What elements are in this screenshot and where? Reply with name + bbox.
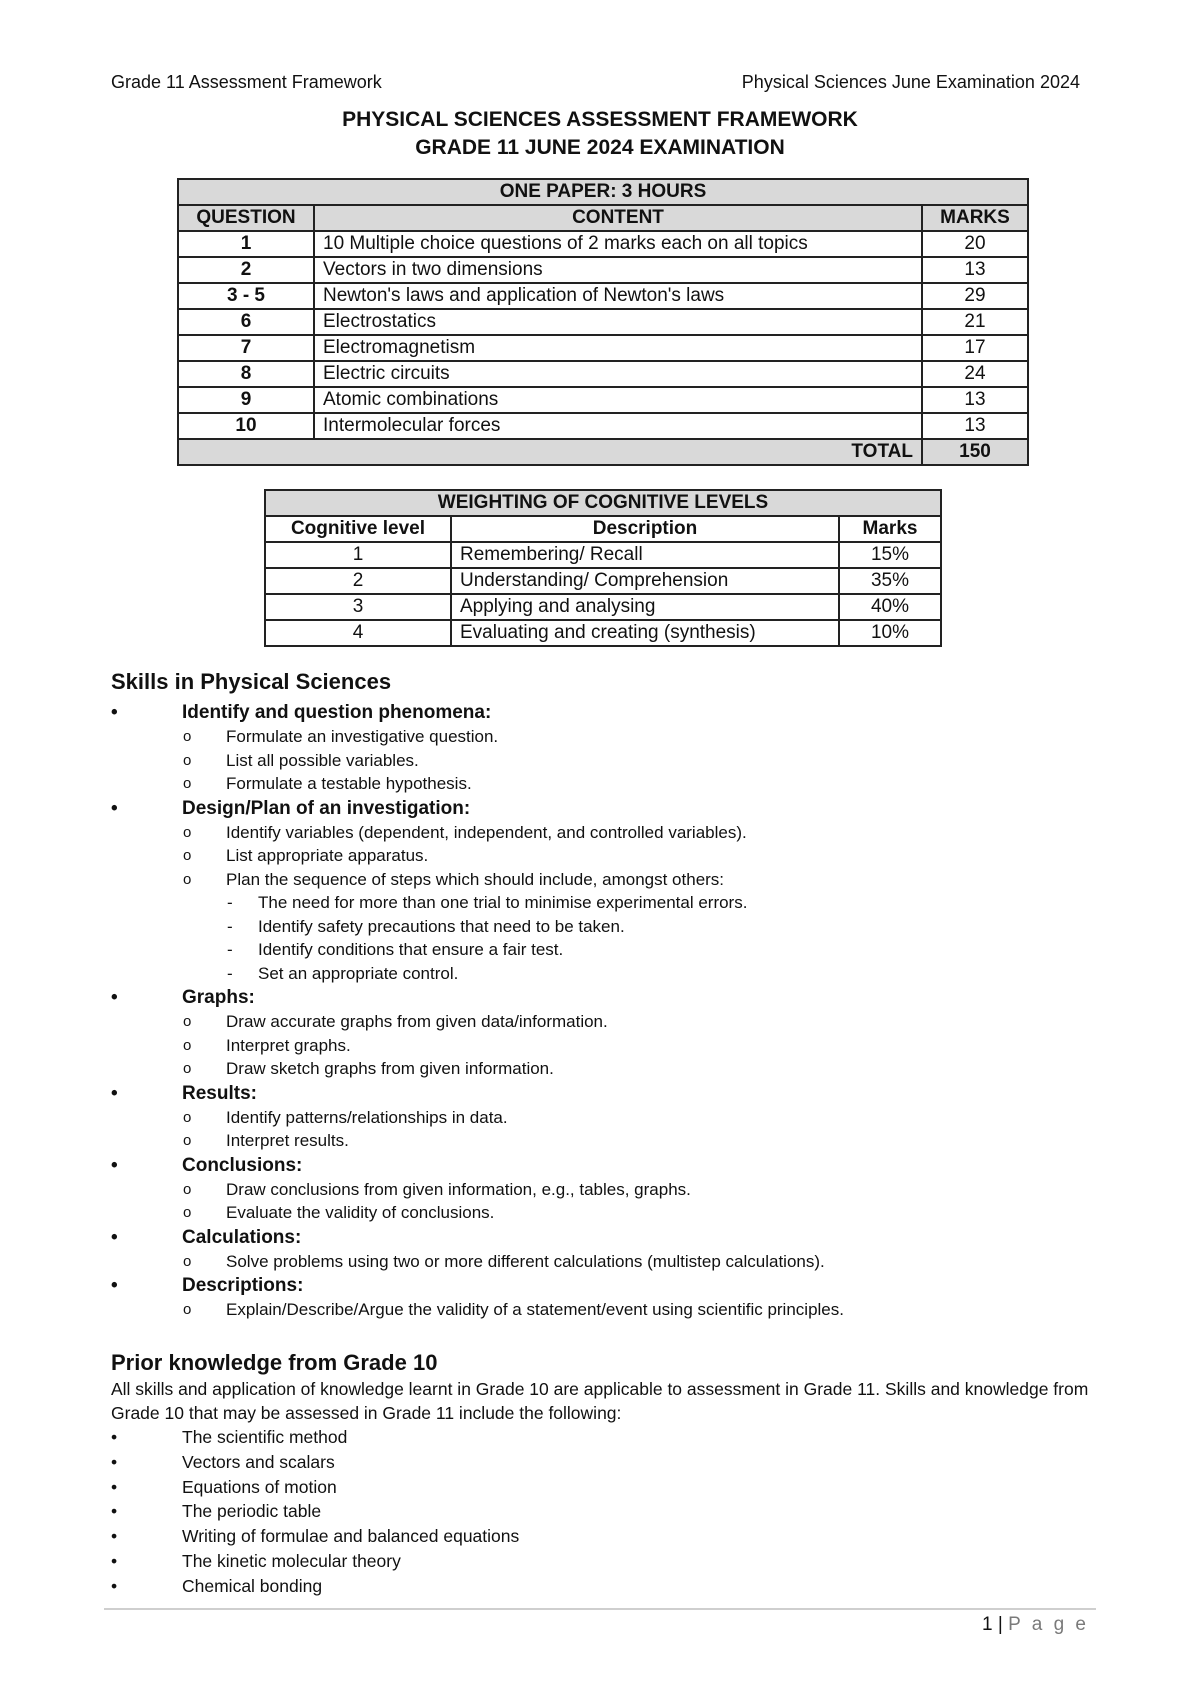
content-cell: Intermolecular forces — [314, 413, 922, 439]
skill-group-title: Results: — [182, 1082, 257, 1104]
skill-items — [182, 725, 1091, 796]
table-row — [178, 413, 1028, 439]
skill-items — [182, 821, 1091, 986]
skill-items — [182, 1106, 1091, 1153]
skills-list — [111, 700, 1091, 1322]
table-row — [178, 361, 1028, 387]
table-total-row — [178, 439, 1028, 465]
content-cell: Newton's laws and application of Newton's laws — [314, 283, 922, 309]
table-row — [265, 568, 941, 594]
footer-divider — [104, 1608, 1096, 1610]
marks-cell: 20 — [922, 231, 1028, 257]
prior-intro: All skills and application of knowledge learnt in Grade 10 are applicable to assessment in Grade 11. Skills and knowledge from Grade 10 that may be assessed in Grade 11 include the following: — [111, 1379, 1089, 1423]
marks-cell: 15% — [839, 542, 941, 568]
paper-table-caption: ONE PAPER: 3 HOURS — [178, 179, 1028, 205]
title-line-1: PHYSICAL SCIENCES ASSESSMENT FRAMEWORK — [342, 108, 858, 131]
skill-group — [111, 700, 1091, 796]
list-item: o Identify patterns/relationships in data. — [182, 1106, 1091, 1130]
description-cell: Understanding/ Comprehension — [451, 568, 839, 594]
skills-section — [111, 668, 1091, 1322]
skill-items — [182, 1178, 1091, 1225]
level-cell: 2 — [265, 568, 451, 594]
list-item: o Formulate an investigative question. — [182, 725, 1091, 749]
skill-group — [111, 1225, 1091, 1274]
marks-cell: 13 — [922, 257, 1028, 283]
description-cell: Applying and analysing — [451, 594, 839, 620]
list-item: o List all possible variables. — [182, 749, 1091, 773]
skill-group-title: Identify and question phenomena: — [182, 702, 492, 723]
list-item: o Interpret graphs. — [182, 1034, 1091, 1058]
footer-separator: | — [997, 1614, 1003, 1635]
question-cell: 2 — [178, 257, 314, 283]
step-list — [226, 891, 1091, 985]
list-item: o Solve problems using two or more different calculations (multistep calculations). — [182, 1250, 1091, 1274]
marks-cell: 35% — [839, 568, 941, 594]
content-cell: Electric circuits — [314, 361, 922, 387]
list-item: • The periodic table — [111, 1499, 1101, 1524]
list-item: - The need for more than one trial to minimise experimental errors. — [226, 891, 1091, 915]
table-row — [178, 283, 1028, 309]
table-row — [178, 335, 1028, 361]
list-item: • The kinetic molecular theory — [111, 1549, 1101, 1574]
table-row — [178, 309, 1028, 335]
list-item: o Evaluate the validity of conclusions. — [182, 1201, 1091, 1225]
content-cell: 10 Multiple choice questions of 2 marks each on all topics — [314, 231, 922, 257]
table-row — [265, 620, 941, 646]
paper-table-header-content: CONTENT — [314, 205, 922, 231]
list-item: o Draw accurate graphs from given data/information. — [182, 1010, 1091, 1034]
skill-items — [182, 1250, 1091, 1274]
list-item: - Identify safety precautions that need to be taken. — [226, 915, 1091, 939]
skills-heading: Skills in Physical Sciences — [111, 669, 392, 694]
skill-group — [111, 796, 1091, 986]
cognitive-header-marks: Marks — [839, 516, 941, 542]
prior-list — [111, 1425, 1101, 1599]
total-value: 150 — [922, 439, 1028, 465]
marks-cell: 10% — [839, 620, 941, 646]
skill-items — [182, 1298, 1091, 1322]
level-cell: 3 — [265, 594, 451, 620]
page-number: 1 — [982, 1614, 993, 1635]
question-cell: 9 — [178, 387, 314, 413]
list-item: • The scientific method — [111, 1425, 1101, 1450]
content-cell: Electromagnetism — [314, 335, 922, 361]
question-cell: 1 — [178, 231, 314, 257]
table-row — [178, 257, 1028, 283]
document-title — [0, 106, 1200, 162]
list-item: • Vectors and scalars — [111, 1450, 1101, 1475]
list-item: o Draw sketch graphs from given information. — [182, 1057, 1091, 1081]
skill-group-title: Conclusions: — [182, 1154, 303, 1176]
description-cell: Evaluating and creating (synthesis) — [451, 620, 839, 646]
marks-cell: 40% — [839, 594, 941, 620]
cognitive-header-level: Cognitive level — [265, 516, 451, 542]
skill-group — [111, 1153, 1091, 1225]
total-label: TOTAL — [178, 439, 922, 465]
page-label: P a g e — [1008, 1614, 1089, 1635]
header-left: Grade 11 Assessment Framework — [111, 72, 382, 92]
paper-table — [177, 178, 1029, 466]
level-cell: 4 — [265, 620, 451, 646]
list-item: - Set an appropriate control. — [226, 962, 1091, 986]
marks-cell: 21 — [922, 309, 1028, 335]
description-cell: Remembering/ Recall — [451, 542, 839, 568]
marks-cell: 13 — [922, 387, 1028, 413]
list-item: o List appropriate apparatus. — [182, 844, 1091, 868]
paper-table-header-marks: MARKS — [922, 205, 1028, 231]
question-cell: 8 — [178, 361, 314, 387]
list-item-text: Plan the sequence of steps which should include, amongst others: — [226, 869, 725, 889]
table-row — [265, 594, 941, 620]
question-cell: 7 — [178, 335, 314, 361]
marks-cell: 13 — [922, 413, 1028, 439]
skill-group-title: Graphs: — [182, 987, 255, 1008]
table-row — [178, 231, 1028, 257]
content-cell: Vectors in two dimensions — [314, 257, 922, 283]
list-item: - Identify conditions that ensure a fair test. — [226, 938, 1091, 962]
marks-cell: 17 — [922, 335, 1028, 361]
marks-cell: 29 — [922, 283, 1028, 309]
list-item: o Draw conclusions from given information, e.g., tables, graphs. — [182, 1178, 1091, 1202]
paper-table-header-question: QUESTION — [178, 205, 314, 231]
list-item — [182, 868, 1091, 986]
skill-group-title: Design/Plan of an investigation: — [182, 797, 471, 819]
skill-group-title: Descriptions: — [182, 1275, 304, 1296]
marks-cell: 24 — [922, 361, 1028, 387]
prior-heading: Prior knowledge from Grade 10 — [111, 1350, 438, 1375]
table-row — [265, 542, 941, 568]
header-right: Physical Sciences June Examination 2024 — [741, 72, 1080, 92]
list-item: o Identify variables (dependent, independent, and controlled variables). — [182, 821, 1091, 845]
question-cell: 10 — [178, 413, 314, 439]
cognitive-table — [264, 489, 942, 647]
title-line-2: GRADE 11 JUNE 2024 EXAMINATION — [415, 136, 785, 159]
cognitive-table-caption: WEIGHTING OF COGNITIVE LEVELS — [265, 490, 941, 516]
content-cell: Atomic combinations — [314, 387, 922, 413]
cognitive-header-description: Description — [451, 516, 839, 542]
question-cell: 3 - 5 — [178, 283, 314, 309]
list-item: • Writing of formulae and balanced equations — [111, 1524, 1101, 1549]
skill-items — [182, 1010, 1091, 1081]
list-item: o Formulate a testable hypothesis. — [182, 772, 1091, 796]
skill-group — [111, 985, 1091, 1081]
list-item: • Equations of motion — [111, 1475, 1101, 1500]
level-cell: 1 — [265, 542, 451, 568]
skill-group — [111, 1081, 1091, 1153]
list-item: o Explain/Describe/Argue the validity of a statement/event using scientific principles. — [182, 1298, 1091, 1322]
skill-group — [111, 1273, 1091, 1322]
skill-group-title: Calculations: — [182, 1226, 302, 1248]
page-footer — [982, 1614, 1089, 1636]
table-row — [178, 387, 1028, 413]
question-cell: 6 — [178, 309, 314, 335]
prior-knowledge-section — [111, 1349, 1101, 1599]
list-item: • Chemical bonding — [111, 1574, 1101, 1599]
list-item: o Interpret results. — [182, 1129, 1091, 1153]
content-cell: Electrostatics — [314, 309, 922, 335]
